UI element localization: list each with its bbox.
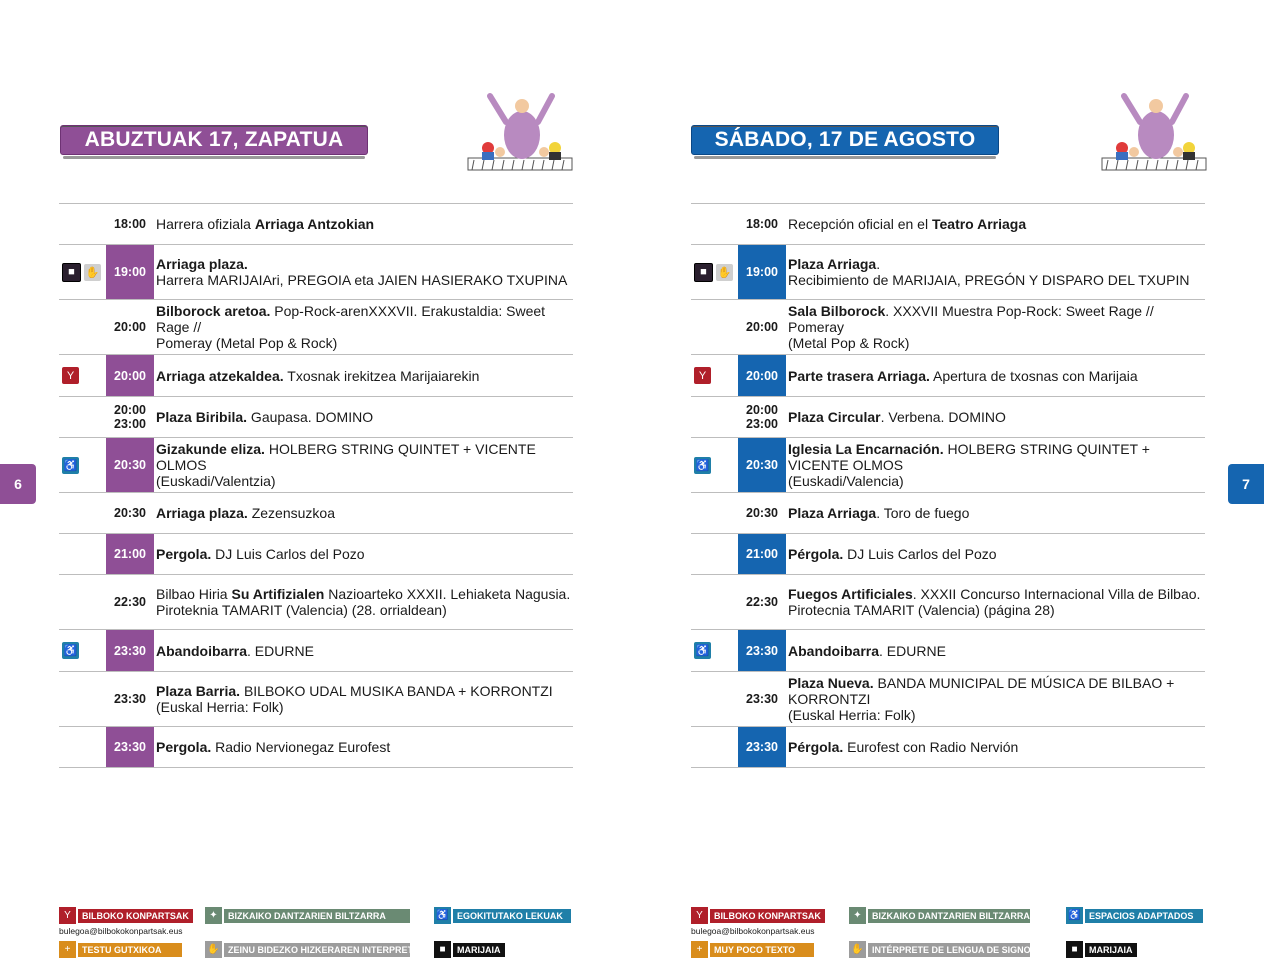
legend-label: ZEINU BIDEZKO HIZKERAREN INTERPRETEA [224,943,410,957]
page-number-tab: 7 [1228,464,1264,504]
event-venue: Pérgola. [788,739,844,755]
sign-language-icon: ✋ [716,264,733,281]
event-text: Piroteknia TAMARIT (Valencia) (28. orrialdean) [156,602,447,618]
legend-email: bulegoa@bilbokokonpartsak.eus [691,926,815,936]
event-text: Radio Nervionegaz Eurofest [211,739,391,755]
konpartsak-icon: Y [694,367,711,384]
legend-dantzari [849,908,1030,923]
event-description [154,245,573,299]
legend-label: INTÉRPRETE DE LENGUA DE SIGNOS [868,943,1030,957]
event-text: Zezensuzkoa [247,505,335,521]
event-text: Harrera ofiziala [156,216,255,232]
event-venue: Arriaga Antzokian [254,216,375,232]
row-icons [691,672,738,726]
event-description [786,438,1205,492]
event-time [106,397,154,437]
time-end: 23:00 [746,417,778,431]
event-description [154,355,573,396]
sign-language-icon: ✋ [205,941,222,958]
schedule-row [691,493,1205,534]
legend-konpartsak [691,908,825,923]
event-venue: Pérgola. [788,546,844,562]
schedule-row [691,438,1205,493]
time-end: 23:00 [114,417,146,431]
row-icons [59,727,106,767]
time-start: 23:30 [114,740,146,754]
legend-label: BIZKAIKO DANTZARIEN BILTZARRA [868,909,1030,923]
event-venue: Plaza Nueva. [788,675,874,691]
event-venue: Parte trasera Arriaga. [788,367,930,384]
event-time [738,630,786,671]
row-icons [691,397,738,437]
time-start: 19:00 [114,265,146,279]
schedule-row [691,397,1205,438]
event-time [738,245,786,299]
easy-read-icon: + [691,941,708,958]
event-venue: Abandoibarra [156,642,248,659]
event-text: Apertura de txosnas con Marijaia [929,367,1138,384]
marijaia-icon: ■ [1066,941,1083,958]
time-start: 22:30 [114,595,146,609]
row-icons [59,630,106,671]
time-start: 20:30 [114,458,146,472]
event-text: Gaupasa. DOMINO [247,409,374,425]
schedule-row [691,355,1205,397]
legend-sign [205,942,426,957]
row-icons [59,575,106,629]
event-text: . Toro de fuego [876,505,970,521]
row-icons [59,493,106,533]
konpartsak-icon: Y [62,367,79,384]
event-text: Harrera MARIJAIAri, PREGOIA eta JAIEN HASIERAKO TXUPINA [156,272,568,288]
dancer-icon: ✦ [849,907,866,924]
event-schedule [59,203,573,768]
event-time [106,534,154,574]
event-time [106,630,154,671]
event-venue: Fuegos Artificiales [788,586,913,602]
time-start: 23:30 [114,692,146,706]
schedule-row [59,727,573,768]
row-icons [691,493,738,533]
event-text: . EDURNE [247,642,314,659]
legend-email: bulegoa@bilbokokonpartsak.eus [59,926,183,936]
schedule-row [59,534,573,575]
time-start: 21:00 [746,547,778,561]
event-time [106,575,154,629]
schedule-row [59,672,573,727]
row-icons [691,438,738,492]
marijaia-icon: ■ [434,941,451,958]
legend-konpartsak [59,908,193,923]
event-venue: Plaza Barria. [156,683,241,699]
event-text: BILBOKO UDAL MUSIKA BANDA + KORRONTZI [240,683,553,699]
wheelchair-icon: ♿ [62,642,79,659]
event-description [786,575,1205,629]
event-text: (Euskal Herria: Folk) [788,707,916,723]
event-description [154,204,573,244]
page-title: SÁBADO, 17 DE AGOSTO [691,125,999,155]
legend-label: BILBOKO KONPARTSAK [710,909,825,923]
event-description [154,534,573,574]
event-text: Pirotecnia TAMARIT (Valencia) (página 28) [788,602,1055,618]
event-text: Bilbao Hiria [156,586,232,602]
time-start: 21:00 [114,547,146,561]
event-text: (Euskadi/Valentzia) [156,473,276,489]
wheelchair-icon: ♿ [434,907,451,924]
event-time [738,438,786,492]
event-time [106,204,154,244]
event-description [786,204,1205,244]
event-text: . EDURNE [879,642,946,659]
legend-sign [849,942,1037,957]
dancer-icon: ✦ [205,907,222,924]
event-time [106,300,154,354]
row-icons [59,355,106,396]
event-text: Pomeray (Metal Pop & Rock) [156,335,338,351]
event-text: HOLBERG STRING QUINTET + VICENTE OLMOS [788,441,1150,473]
legend-access [1066,908,1203,923]
event-venue: Bilborock aretoa. [156,303,271,319]
event-venue: Plaza Arriaga [788,505,877,521]
event-description [154,300,573,354]
event-description [154,575,573,629]
event-venue: Pergola. [156,739,212,755]
event-description [786,397,1205,437]
event-text: . XXXII Concurso Internacional Villa de Bilbao. [912,586,1201,602]
event-venue: Gizakunde eliza. [156,441,265,457]
schedule-row [691,204,1205,245]
page-title: ABUZTUAK 17, ZAPATUA [60,125,368,155]
event-time [738,727,786,767]
event-text: Recepción oficial en el [788,216,932,232]
time-start: 20:00 [114,403,146,417]
time-start: 19:00 [746,265,778,279]
time-start: 18:00 [746,217,778,231]
event-venue: Plaza Biribila. [156,409,248,425]
event-time [738,300,786,354]
time-start: 20:00 [114,320,146,334]
legend-marijaia [1066,942,1137,957]
time-start: 18:00 [114,217,146,231]
event-venue: Pergola. [156,546,212,562]
event-text: Recibimiento de MARIJAIA, PREGÓN Y DISPARO DEL TXUPIN [788,272,1190,288]
easy-read-icon: + [59,941,76,958]
legend-label: BILBOKO KONPARTSAK [78,909,193,923]
event-description [786,245,1205,299]
schedule-row [59,397,573,438]
konpartsak-icon: Y [59,907,76,924]
event-time [738,397,786,437]
event-time [738,534,786,574]
legend-label: TESTU GUTXIKOA [78,943,182,957]
schedule-row [59,630,573,672]
legend-label: MARIJAIA [453,943,505,957]
time-start: 20:00 [746,320,778,334]
event-time [738,204,786,244]
event-venue: Sala Bilborock [788,303,886,319]
event-text: (Metal Pop & Rock) [788,335,910,351]
row-icons [59,397,106,437]
event-text: . XXXVII Muestra Pop-Rock: Sweet Rage // Pomeray [788,303,1154,335]
row-icons [691,575,738,629]
legend-text [691,942,814,957]
time-start: 22:30 [746,595,778,609]
time-start: 23:30 [746,740,778,754]
row-icons [691,300,738,354]
schedule-row [59,355,573,397]
time-start: 20:00 [114,368,146,383]
event-time [106,493,154,533]
event-time [106,672,154,726]
time-start: 23:30 [746,692,778,706]
wheelchair-icon: ♿ [62,457,79,474]
row-icons [59,300,106,354]
event-description [786,727,1205,767]
event-venue: Plaza Arriaga [788,256,877,272]
schedule-row [59,575,573,630]
event-venue: Su Artifizialen [231,586,325,602]
event-description [154,630,573,671]
event-text: DJ Luis Carlos del Pozo [843,546,997,562]
event-description [786,534,1205,574]
event-description [154,438,573,492]
event-venue: Arriaga atzekaldea. [156,367,284,384]
schedule-row [59,300,573,355]
time-start: 20:30 [114,506,146,520]
schedule-row [59,204,573,245]
row-icons [691,630,738,671]
event-description [786,672,1205,726]
marijaia-illustration [460,90,580,180]
event-text: DJ Luis Carlos del Pozo [211,546,365,562]
event-text: BANDA MUNICIPAL DE MÚSICA DE BILBAO + KORRONTZI [788,675,1175,707]
event-time [106,245,154,299]
event-description [786,355,1205,396]
event-description [154,727,573,767]
event-time [106,438,154,492]
event-schedule [691,203,1205,768]
schedule-row [691,300,1205,355]
row-icons [59,672,106,726]
event-text: Pop-Rock-arenXXXVII. Erakustaldia: Sweet Rage // [156,303,546,335]
row-icons [691,355,738,396]
legend-dantzari [205,908,410,923]
event-text: . [876,256,881,272]
right-page [632,0,1264,969]
legend-label: MUY POCO TEXTO [710,943,814,957]
event-text: Nazioarteko XXXII. Lehiaketa Nagusia. [324,586,571,602]
event-venue: Iglesia La Encarnación. [788,441,944,457]
event-description [154,493,573,533]
event-text: (Euskadi/Valencia) [788,473,904,489]
schedule-row [691,727,1205,768]
event-time [738,575,786,629]
row-icons [59,534,106,574]
event-text: (Euskal Herria: Folk) [156,699,284,715]
row-icons [691,245,738,299]
event-venue: Arriaga plaza. [156,256,248,272]
row-icons [691,727,738,767]
time-start: 20:30 [746,458,778,472]
sign-language-icon: ✋ [849,941,866,958]
event-venue: Teatro Arriaga [931,216,1027,232]
marijaia-icon: ■ [694,263,713,282]
konpartsak-icon: Y [691,907,708,924]
schedule-row [691,534,1205,575]
event-time [106,355,154,396]
schedule-row [691,630,1205,672]
row-icons [59,204,106,244]
event-venue: Arriaga plaza. [156,505,248,521]
event-time [738,355,786,396]
page-number-tab: 6 [0,464,36,504]
time-start: 23:30 [114,643,146,658]
event-text: HOLBERG STRING QUINTET + VICENTE OLMOS [156,441,536,473]
event-description [154,397,573,437]
event-text: . Verbena. DOMINO [880,409,1006,425]
row-icons [59,438,106,492]
event-text: Eurofest con Radio Nervión [843,739,1019,755]
marijaia-illustration [1094,90,1214,180]
time-start: 23:30 [746,643,778,658]
event-text: Txosnak irekitzea Marijaiarekin [283,367,480,384]
marijaia-icon: ■ [62,263,81,282]
event-venue: Abandoibarra [788,642,880,659]
time-start: 20:30 [746,506,778,520]
wheelchair-icon: ♿ [694,457,711,474]
time-start: 20:00 [746,368,778,383]
sign-language-icon: ✋ [84,264,101,281]
legend-label: MARIJAIA [1085,943,1137,957]
legend-label: ESPACIOS ADAPTADOS [1085,909,1203,923]
event-time [106,727,154,767]
event-description [786,300,1205,354]
event-description [786,630,1205,671]
row-icons [691,534,738,574]
row-icons [59,245,106,299]
event-description [154,672,573,726]
event-time [738,672,786,726]
wheelchair-icon: ♿ [1066,907,1083,924]
schedule-row [691,575,1205,630]
event-time [738,493,786,533]
row-icons [691,204,738,244]
event-description [786,493,1205,533]
legend-label: EGOKITUTAKO LEKUAK [453,909,571,923]
schedule-row [59,438,573,493]
schedule-row [59,245,573,300]
schedule-row [691,245,1205,300]
legend-access [434,908,571,923]
legend-marijaia [434,942,505,957]
time-start: 20:00 [746,403,778,417]
schedule-row [691,672,1205,727]
legend-text [59,942,182,957]
wheelchair-icon: ♿ [694,642,711,659]
schedule-row [59,493,573,534]
legend-label: BIZKAIKO DANTZARIEN BILTZARRA [224,909,410,923]
event-venue: Plaza Circular [788,409,881,425]
